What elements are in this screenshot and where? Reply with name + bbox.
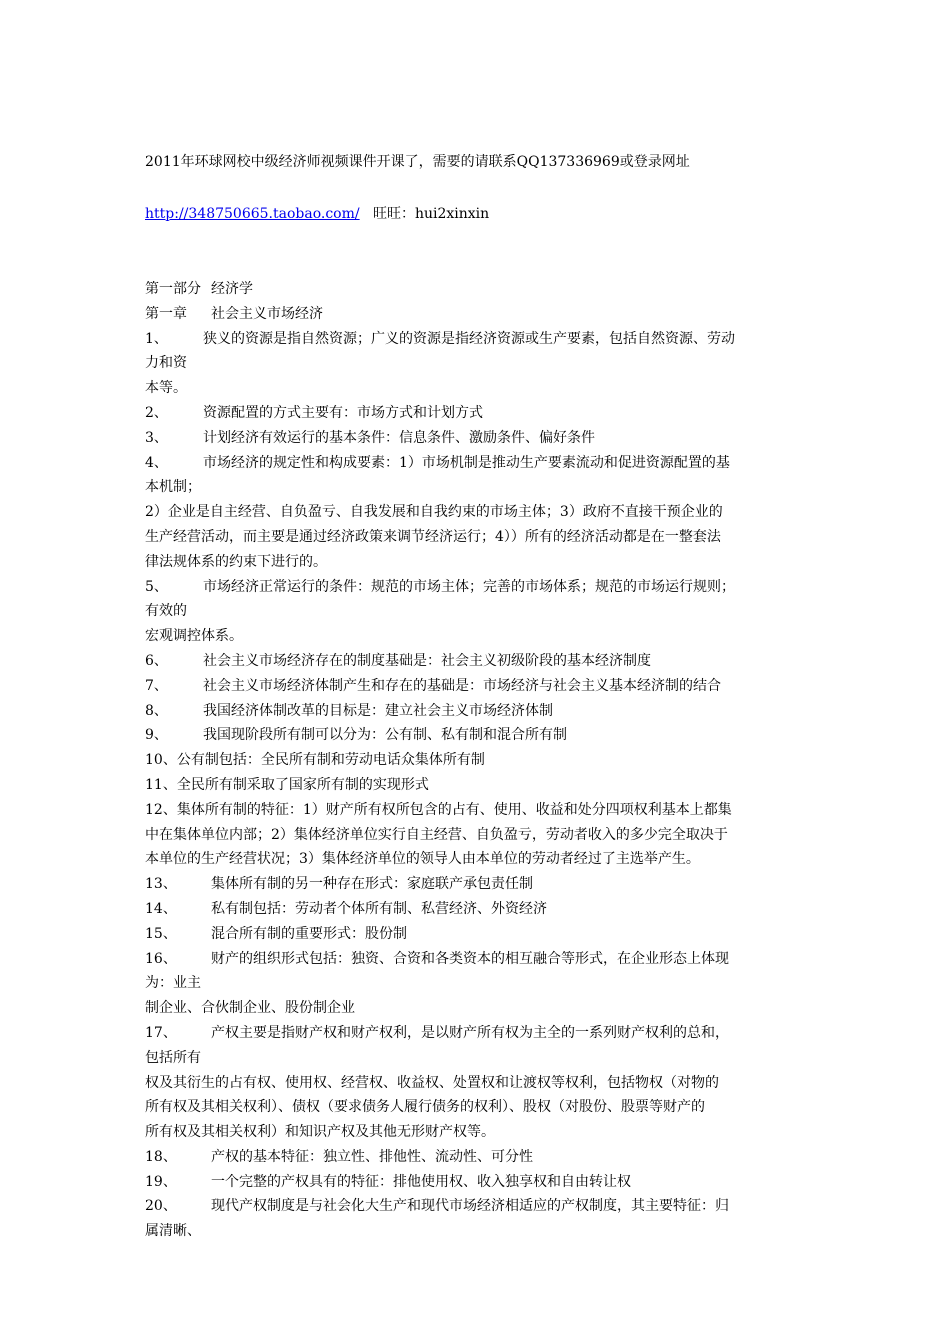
text-line <box>145 897 843 922</box>
text-line <box>145 1145 843 1170</box>
text-line <box>145 971 843 996</box>
text-line <box>145 1095 843 1120</box>
item-text: 力和资 <box>145 355 187 372</box>
text-line <box>145 550 843 575</box>
text-line <box>145 426 843 451</box>
text-line <box>145 575 843 600</box>
text-line <box>145 922 843 947</box>
item-number: 7、 <box>145 677 168 694</box>
item-text: 12、集体所有制的特征：1）财产所有权所包含的占有、使用、收益和处分四项权利基本上都集 <box>145 801 732 818</box>
item-text: 为：业主 <box>145 975 201 992</box>
taobao-link[interactable]: http://348750665.taobao.com/ <box>145 206 360 222</box>
text-line <box>145 500 843 525</box>
text-line <box>145 823 843 848</box>
item-number: 13、 <box>145 876 177 893</box>
item-text: 我国经济体制改革的目标是：建立社会主义市场经济体制 <box>203 702 553 719</box>
text-line <box>145 996 843 1021</box>
item-text: 私有制包括：劳动者个体所有制、私营经济、外资经济 <box>211 900 547 917</box>
text-line <box>145 401 843 426</box>
item-text: 混合所有制的重要形式：股份制 <box>211 925 407 942</box>
item-number: 5、 <box>145 578 168 595</box>
item-number: 6、 <box>145 652 168 669</box>
text-line <box>145 624 843 649</box>
text-line <box>145 1170 843 1195</box>
text-line <box>145 723 843 748</box>
text-line <box>145 872 843 897</box>
item-number: 19、 <box>145 1173 177 1190</box>
item-text: 计划经济有效运行的基本条件：信息条件、激励条件、偏好条件 <box>203 429 595 446</box>
document-body <box>145 277 843 1244</box>
item-number: 14、 <box>145 900 177 917</box>
text-line <box>145 327 843 352</box>
item-number: 4、 <box>145 454 168 471</box>
text-line <box>145 1194 843 1219</box>
item-text: 11、全民所有制采取了国家所有制的实现形式 <box>145 776 429 793</box>
item-text: 所有权及其相关权利）、债权（要求债务人履行债务的权利）、股权（对股份、股票等财产的 <box>145 1099 705 1116</box>
item-text: 2）企业是自主经营、自负盈亏、自我发展和自我约束的市场主体；3）政府不直接干预企业的 <box>145 504 723 521</box>
text-line <box>145 599 843 624</box>
text-line <box>145 376 843 401</box>
text-line <box>145 1071 843 1096</box>
item-text: 中在集体单位内部；2）集体经济单位实行自主经营、自负盈亏，劳动者收入的多少完全取决于 <box>145 826 728 843</box>
notice-text: 2011年环球网校中级经济师视频课件开课了，需要的请联系QQ137336969或登录网址 <box>145 154 690 170</box>
item-text: 社会主义市场经济存在的制度基础是：社会主义初级阶段的基本经济制度 <box>203 652 651 669</box>
item-text: 有效的 <box>145 603 187 620</box>
item-number: 20、 <box>145 1198 177 1215</box>
item-text: 所有权及其相关权利）和知识产权及其他无形财产权等。 <box>145 1124 495 1141</box>
item-text: 包括所有 <box>145 1049 201 1066</box>
item-text: 产权的基本特征：独立性、排他性、流动性、可分性 <box>211 1148 533 1165</box>
document-page <box>145 0 845 1344</box>
text-line <box>145 475 843 500</box>
text-line <box>145 1120 843 1145</box>
item-text: 财产的组织形式包括：独资、合资和各类资本的相互融合等形式，在企业形态上体现 <box>211 950 729 967</box>
item-text: 本机制； <box>145 479 201 496</box>
chapter-heading: 第一章 社会主义市场经济 <box>145 305 323 322</box>
item-number: 9、 <box>145 727 168 744</box>
text-line <box>145 649 843 674</box>
text-line <box>145 699 843 724</box>
item-text: 资源配置的方式主要有：市场方式和计划方式 <box>203 404 483 421</box>
item-text: 现代产权制度是与社会化大生产和现代市场经济相适应的产权制度，其主要特征：归 <box>211 1198 729 1215</box>
item-text: 权及其衍生的占有权、使用权、经营权、收益权、处置权和让渡权等权利，包括物权（对物的 <box>145 1074 719 1091</box>
text-line <box>145 748 843 773</box>
item-text: 生产经营活动，而主要是通过经济政策来调节经济运行；4））所有的经济活动都是在一整套法 <box>145 528 721 545</box>
item-text: 产权主要是指财产权和财产权利，是以财产所有权为主全的一系列财产权利的总和， <box>211 1024 729 1041</box>
course-notice <box>145 152 690 172</box>
item-text: 宏观调控体系。 <box>145 628 243 645</box>
text-line <box>145 1046 843 1071</box>
item-text: 本等。 <box>145 380 187 397</box>
item-number: 16、 <box>145 950 177 967</box>
text-line <box>145 525 843 550</box>
item-number: 17、 <box>145 1024 177 1041</box>
item-text: 属清晰、 <box>145 1223 201 1240</box>
text-line <box>145 947 843 972</box>
text-line <box>145 798 843 823</box>
item-text: 我国现阶段所有制可以分为：公有制、私有制和混合所有制 <box>203 727 567 744</box>
item-text: 制企业、合伙制企业、股份制企业 <box>145 1000 355 1017</box>
part-heading: 第一部分 经济学 <box>145 281 253 297</box>
text-line <box>145 1021 843 1046</box>
contact-line <box>145 204 489 224</box>
item-text: 市场经济正常运行的条件：规范的市场主体；完善的市场体系；规范的市场运行规则； <box>203 578 735 595</box>
item-number: 2、 <box>145 404 168 421</box>
item-number: 8、 <box>145 702 168 719</box>
item-text: 10、公有制包括：全民所有制和劳动电话众集体所有制 <box>145 752 485 769</box>
item-number: 18、 <box>145 1148 177 1165</box>
text-line <box>145 773 843 798</box>
item-number: 3、 <box>145 429 168 446</box>
text-line <box>145 451 843 476</box>
text-line <box>145 674 843 699</box>
item-text: 市场经济的规定性和构成要素：1）市场机制是推动生产要素流动和促进资源配置的基 <box>203 454 730 471</box>
item-number: 15、 <box>145 925 177 942</box>
wangwang-text: 旺旺：hui2xinxin <box>372 206 490 222</box>
item-text: 集体所有制的另一种存在形式：家庭联产承包责任制 <box>211 876 533 893</box>
text-line <box>145 351 843 376</box>
text-line <box>145 1219 843 1244</box>
item-text: 一个完整的产权具有的特征：排他使用权、收入独享权和自由转让权 <box>211 1173 631 1190</box>
item-text: 狭义的资源是指自然资源；广义的资源是指经济资源或生产要素，包括自然资源、劳动 <box>203 330 735 347</box>
item-text: 本单位的生产经营状况；3）集体经济单位的领导人由本单位的劳动者经过了主选举产生。 <box>145 851 700 868</box>
item-text: 社会主义市场经济体制产生和存在的基础是：市场经济与社会主义基本经济制的结合 <box>203 677 721 694</box>
item-text: 律法规体系的约束下进行的。 <box>145 553 327 570</box>
text-line <box>145 847 843 872</box>
item-number: 1、 <box>145 330 168 347</box>
